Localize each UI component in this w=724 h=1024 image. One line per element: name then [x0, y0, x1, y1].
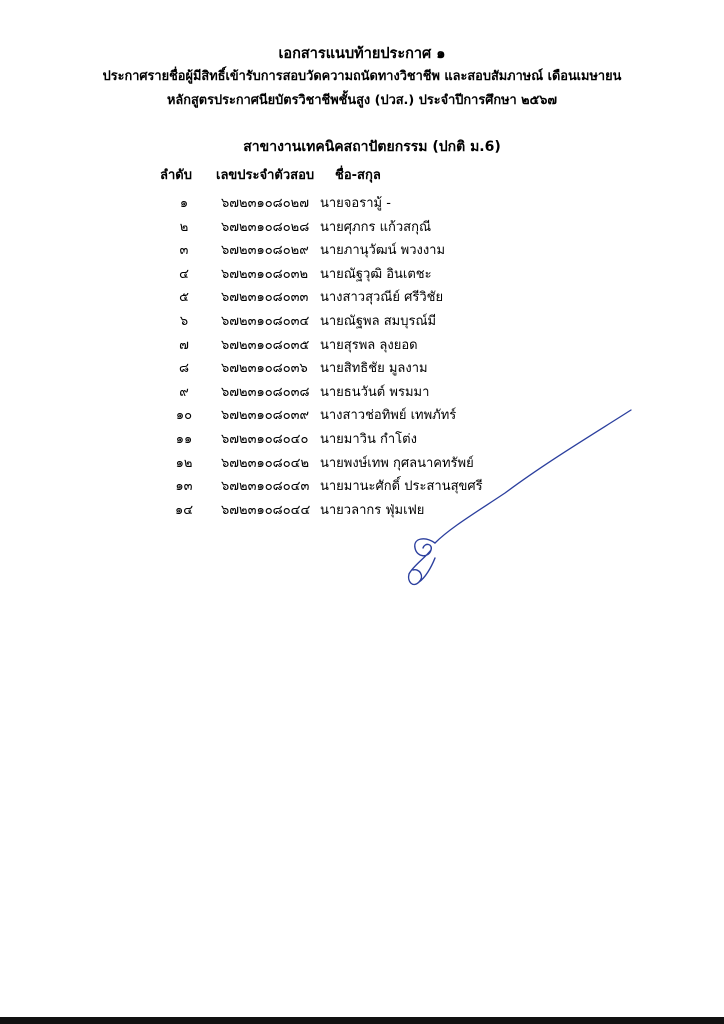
row-exam-id: ๖๗๒๓๑๐๘๐๓๕ [221, 337, 310, 353]
row-order: ๕ [179, 290, 189, 306]
row-order: ๑๐ [175, 408, 193, 424]
row-name: นายจอรามู้ - [320, 196, 391, 211]
row-exam-id: ๖๗๒๓๑๐๘๐๔๒ [221, 455, 310, 471]
row-exam-id: ๖๗๒๓๑๐๘๐๒๗ [221, 196, 309, 211]
row-exam-id: ๖๗๒๓๑๐๘๐๔๔ [221, 502, 311, 518]
row-order: ๑๑ [175, 431, 193, 447]
table-row [0, 239, 724, 263]
row-name: นายณัฐพล สมบุรณ์มี [320, 313, 437, 329]
row-name: นางสาวสุวณีย์ ศรีวิชัย [320, 290, 444, 306]
row-exam-id: ๖๗๒๓๑๐๘๐๓๒ [221, 266, 309, 282]
column-header-name: ชื่อ-สกุล [335, 168, 381, 183]
handwritten-signature [395, 408, 635, 593]
table-row [0, 381, 724, 405]
row-name: นายสุรพล ลุงยอด [320, 337, 418, 353]
row-name: นายมาวิน กำโต่ง [320, 431, 417, 447]
table-row [0, 192, 724, 216]
row-order: ๑๒ [175, 455, 193, 471]
table-row [0, 216, 724, 240]
row-order: ๑ [179, 196, 189, 211]
document-title: เอกสารแนบท้ายประกาศ ๑ [278, 46, 446, 62]
table-row [0, 310, 724, 334]
row-name: นายมานะศักดิ์ ประสานสุขศรี [320, 479, 483, 495]
row-order: ๑๓ [175, 479, 193, 495]
row-name: นายภานุวัฒน์ พวงงาม [320, 243, 446, 259]
bottom-scan-edge [0, 1017, 724, 1024]
row-name: นางสาวช่อทิพย์ เทพภัทร์ [320, 408, 457, 424]
column-header-exam-id: เลขประจำตัวสอบ [216, 168, 315, 183]
announcement-subtitle: ประกาศรายชื่อผู้มีสิทธิ์เข้ารับการสอบวัดความถนัดทางวิชาชีพ และสอบสัมภาษณ์ เดือนเมษายน [102, 69, 622, 84]
row-exam-id: ๖๗๒๓๑๐๘๐๔๐ [221, 431, 309, 447]
row-order: ๗ [179, 337, 189, 353]
table-row [0, 286, 724, 310]
row-name: นายธนวันต์ พรมมา [320, 384, 430, 400]
row-exam-id: ๖๗๒๓๑๐๘๐๓๓ [221, 290, 309, 306]
row-exam-id: ๖๗๒๓๑๐๘๐๓๘ [221, 384, 310, 400]
row-name: นายณัฐวุฒิ อินเตชะ [320, 266, 432, 282]
row-name: นายศุภกร แก้วสกุณี [320, 219, 432, 235]
row-order: ๔ [179, 266, 189, 282]
row-exam-id: ๖๗๒๓๑๐๘๐๒๙ [221, 243, 309, 259]
row-name: นายพงษ์เทพ กุศลนาคทรัพย์ [320, 455, 474, 471]
row-exam-id: ๖๗๒๓๑๐๘๐๔๓ [221, 479, 310, 495]
column-header-order: ลำดับ [160, 168, 192, 183]
table-row [0, 357, 724, 381]
row-exam-id: ๖๗๒๓๑๐๘๐๒๘ [221, 219, 310, 235]
table-row [0, 263, 724, 287]
row-exam-id: ๖๗๒๓๑๐๘๐๓๖ [221, 361, 308, 377]
row-order: ๖ [179, 313, 189, 329]
department-heading: สาขางานเทคนิคสถาปัตยกรรม (ปกติ ม.6) [243, 139, 501, 155]
row-exam-id: ๖๗๒๓๑๐๘๐๓๔ [221, 313, 310, 329]
program-subtitle: หลักสูตรประกาศนียบัตรวิชาชีพชั้นสูง (ปวส.) ประจำปีการศึกษา ๒๕๖๗ [166, 93, 558, 108]
row-name: นายสิทธิชัย มูลงาม [320, 361, 428, 377]
row-order: ๑๔ [174, 502, 194, 518]
row-order: ๙ [179, 384, 189, 400]
row-order: ๘ [178, 361, 190, 377]
row-order: ๓ [179, 243, 189, 259]
row-order: ๒ [179, 219, 189, 235]
row-exam-id: ๖๗๒๓๑๐๘๐๓๙ [221, 408, 310, 424]
row-name: นายวลากร ฟุ่มเฟย [320, 502, 425, 518]
table-row [0, 334, 724, 358]
